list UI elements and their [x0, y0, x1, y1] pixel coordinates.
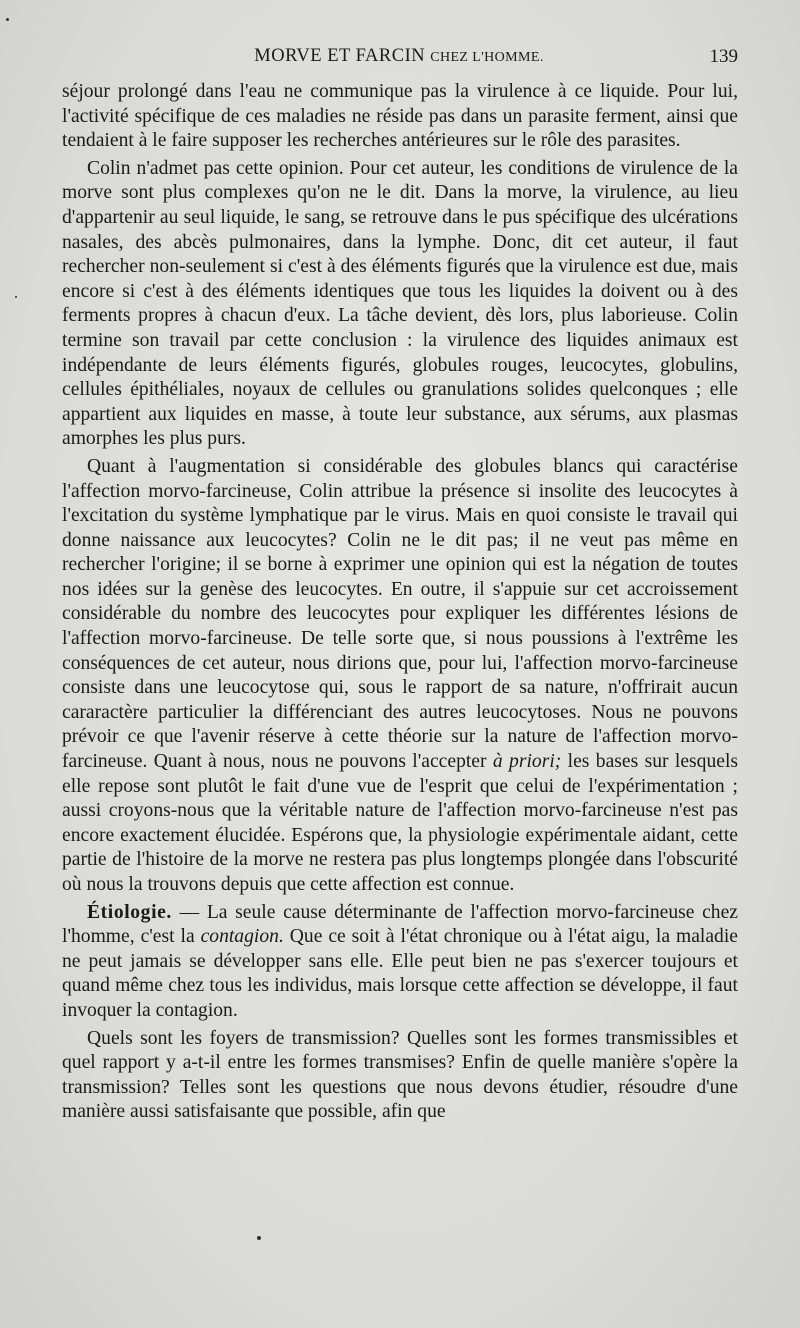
paragraph-etiologie — [62, 901, 738, 1024]
margin-speck — [6, 18, 9, 21]
paragraph-text: les bases sur lesquels elle repose sont plutôt le fait d'une vue de l'esprit que celui de l'expérimentation ; aussi croyons-nous que la véritable nature de l'affection morvo-farcineuse n'est pas encore exactement élucidée. Espérons que, la physiologie expérimentale aidant, cette partie de l'histoire de la morve ne restera pas plus longtemps plongée dans l'obscurité où nous la trouvons depuis que cette affection est connue. — [62, 751, 739, 895]
paragraph-text: Quant à l'augmentation si considérable des globules blancs qui caractérise l'affection morvo-farcineuse, Colin attribue la présence si insolite des leucocytes à l'excitation du système lymphatique par le virus. Mais en quoi consiste le travail qui donne naissance aux leucocytes? Colin ne le dit pas; il ne veut pas même en rechercher l'origine; il se borne à exprimer une opinion qui est la négation de toutes nos idées sur la genèse des leucocytes. En outre, il s'appuie sur cet accroissement considérable du nombre des leucocytes pour expliquer les différentes lésions de l'affection morvo-farcineuse. De telle sorte que, si nous poussions à l'extrême les conséquences de cet auteur, nous dirions que, pour lui, l'affection morvo-farcineuse consiste dans une leucocytose qui, sous le rapport de sa nature, n'offrirait aucun cararactère particulier la différenciant des autres leucocytoses. Nous ne pouvons prévoir ce que l'avenir réserve à cette théorie sur la nature de l'affection morvo-farcineuse. Quant à nous, nous ne pouvons l'accepter — [62, 455, 738, 773]
running-header — [60, 46, 738, 74]
paragraph-text: Que ce soit à l'état chronique ou à l'état aigu, la maladie ne peut jamais se développer sans elle. Elle peut bien ne pas s'exercer toujours et quand même chez tous les individus, mais lorsque cette affection se développe, il faut invoquer la contagion. — [62, 926, 738, 1021]
paragraph-transmission: Quels sont les foyers de transmission? Quelles sont les formes transmissibles et quel rapport y a-t-il entre les formes transmises? Enfin de quelle manière s'opère la transmission? Telles sont les questions que nous devons étudier, résoudre d'une manière aussi satisfaisante que possible, afin que — [62, 1027, 738, 1123]
running-title — [60, 46, 738, 67]
running-title-main: MORVE ET FARCIN — [254, 46, 431, 66]
italic-phrase: à priori; — [492, 751, 562, 773]
page-number: 139 — [709, 46, 738, 67]
paragraph-text: — La seule cause déterminante de l'affection morvo-farcineuse chez l'homme, c'est la — [62, 901, 738, 948]
ink-speck — [257, 1236, 261, 1240]
running-title-small: CHEZ L'HOMME. — [430, 50, 544, 65]
italic-phrase: contagion. — [200, 926, 284, 948]
paragraph-continuation: séjour prolongé dans l'eau ne communique pas la virulence à ce liquide. Pour lui, l'activité spécifique de ces maladies ne réside pas dans un parasite ferment, ainsi que tendaient à le faire supposer les recherches antérieures sur le rôle des parasites. — [62, 81, 738, 152]
paragraph-leucocytes — [62, 455, 738, 898]
section-heading-etiologie: Étiologie. — [87, 901, 172, 923]
margin-speck — [15, 296, 17, 298]
body-text — [62, 80, 738, 1125]
paragraph-colin-opinion: Colin n'admet pas cette opinion. Pour cet auteur, les conditions de virulence de la morve sont plus complexes qu'on ne le dit. Dans la morve, la virulence, au lieu d'appartenir au seul liquide, le sang, se retrouve dans le pus spécifique des ulcérations nasales, des abcès pulmonaires, dans la lymphe. Donc, dit cet auteur, il faut rechercher non-seulement si c'est à des éléments figurés que la virulence est due, mais encore si c'est à des éléments identiques que tous les liquides la doivent ou à des ferments propres à chacun d'eux. La tâche devient, dès lors, plus laborieuse. Colin termine son travail par cette conclusion : la virulence des liquides animaux est indépendante de leurs éléments figurés, globules rouges, leucocytes, globulins, cellules épithéliales, noyaux de cellules ou granulations solides quelconques ; elle appartient aux liquides en masse, à toute leur substance, aux sérums, aux plasmas amorphes les plus purs. — [62, 157, 738, 450]
